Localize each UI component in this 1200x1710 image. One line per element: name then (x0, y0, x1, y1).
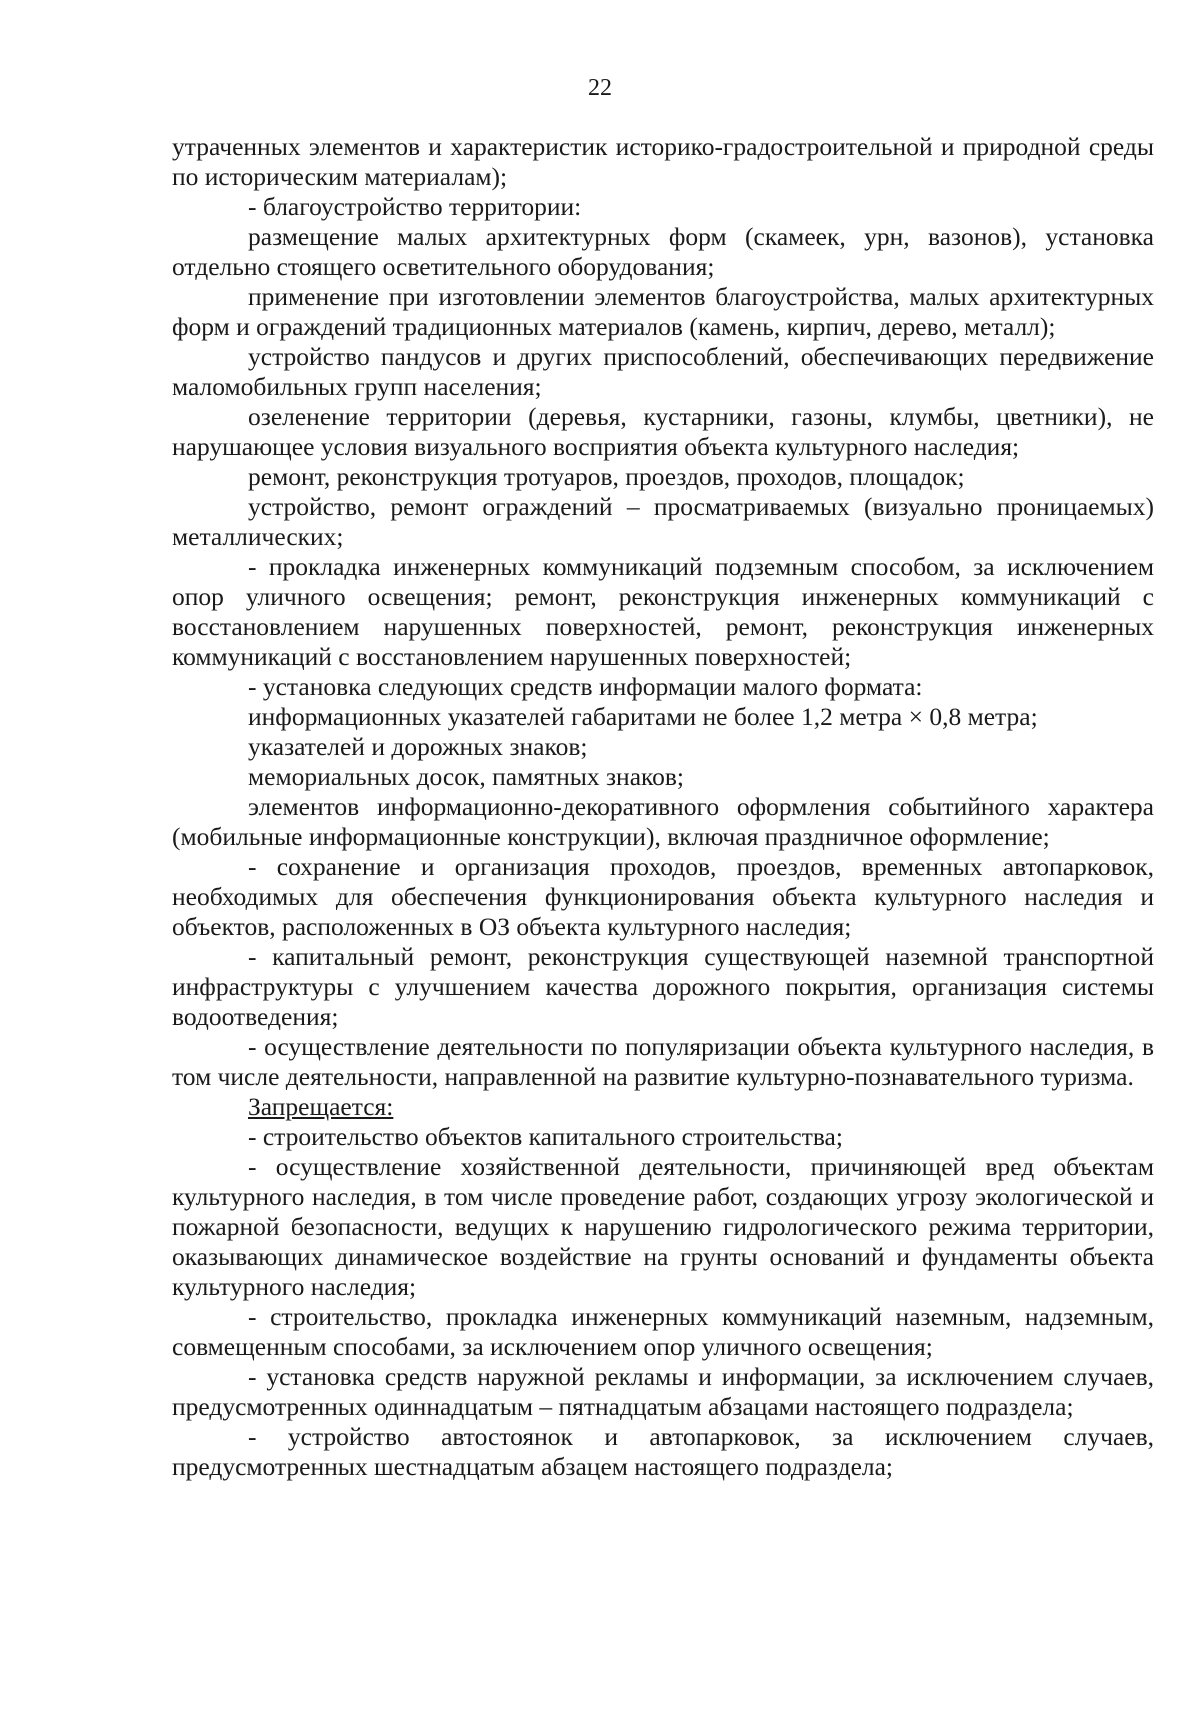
prohibited-label: Запрещается: (248, 1092, 394, 1121)
paragraph: - устройство автостоянок и автопарковок, за исключением случаев, предусмотренных шестнадцатым абзацем настоящего подраздела; (172, 1422, 1154, 1481)
paragraph: озеленение территории (деревья, кустарники, газоны, клумбы, цветники), не нарушающее условия визуального восприятия объекта культурного наследия; (172, 402, 1154, 461)
paragraph: применение при изготовлении элементов благоустройства, малых архитектурных форм и ограждений традиционных материалов (камень, кирпич, дерево, металл); (172, 282, 1154, 341)
paragraph: - капитальный ремонт, реконструкция существующей наземной транспортной инфраструктуры с улучшением качества дорожного покрытия, организация системы водоотведения; (172, 942, 1154, 1031)
paragraph-continuation: утраченных элементов и характеристик историко-градостроительной и природной среды по историческим материалам); (172, 132, 1154, 191)
paragraph: - установка средств наружной рекламы и информации, за исключением случаев, предусмотренных одиннадцатым – пятнадцатым абзацами настоящего подраздела; (172, 1362, 1154, 1421)
paragraph: указателей и дорожных знаков; (248, 732, 588, 761)
paragraph: - прокладка инженерных коммуникаций подземным способом, за исключением опор уличного освещения; ремонт, реконструкция инженерных коммуникаций с восстановлением нарушенных поверхностей, ремонт, реконструкция инженерных коммуникаций с восстановлением нарушенных поверхностей; (172, 552, 1154, 671)
document-body (172, 132, 1154, 1482)
paragraph: - осуществление деятельности по популяризации объекта культурного наследия, в том числе деятельности, направленной на развитие культурно-познавательного туризма. (172, 1032, 1154, 1091)
paragraph: устройство пандусов и других приспособлений, обеспечивающих передвижение маломобильных групп населения; (172, 342, 1154, 401)
paragraph: элементов информационно-декоративного оформления событийного характера (мобильные информационные конструкции), включая праздничное оформление; (172, 792, 1154, 851)
paragraph: информационных указателей габаритами не более 1,2 метра × 0,8 метра; (248, 702, 1038, 731)
section-heading-prohibited (172, 1092, 1154, 1122)
paragraph: мемориальных досок, памятных знаков; (248, 762, 684, 791)
paragraph: - строительство, прокладка инженерных коммуникаций наземным, надземным, совмещенным способами, за исключением опор уличного освещения; (172, 1302, 1154, 1361)
paragraph: размещение малых архитектурных форм (скамеек, урн, вазонов), установка отдельно стоящего осветительного оборудования; (172, 222, 1154, 281)
paragraph: - сохранение и организация проходов, проездов, временных автопарковок, необходимых для обеспечения функционирования объекта культурного наследия и объектов, расположенных в ОЗ объекта культурного наследия; (172, 852, 1154, 941)
paragraph: ремонт, реконструкция тротуаров, проездов, проходов, площадок; (248, 462, 965, 491)
paragraph: - строительство объектов капитального строительства; (248, 1122, 843, 1151)
paragraph: - благоустройство территории: (248, 192, 582, 221)
paragraph: - осуществление хозяйственной деятельности, причиняющей вред объектам культурного наследия, в том числе проведение работ, создающих угрозу экологической и пожарной безопасности, ведущих к нарушению гидрологического режима территории, оказывающих динамическое воздействие на грунты оснований и фундаменты объекта культурного наследия; (172, 1152, 1154, 1301)
paragraph: устройство, ремонт ограждений – просматриваемых (визуально проницаемых) металлических; (172, 492, 1154, 551)
page-number: 22 (588, 75, 612, 101)
paragraph: - установка следующих средств информации малого формата: (248, 672, 923, 701)
